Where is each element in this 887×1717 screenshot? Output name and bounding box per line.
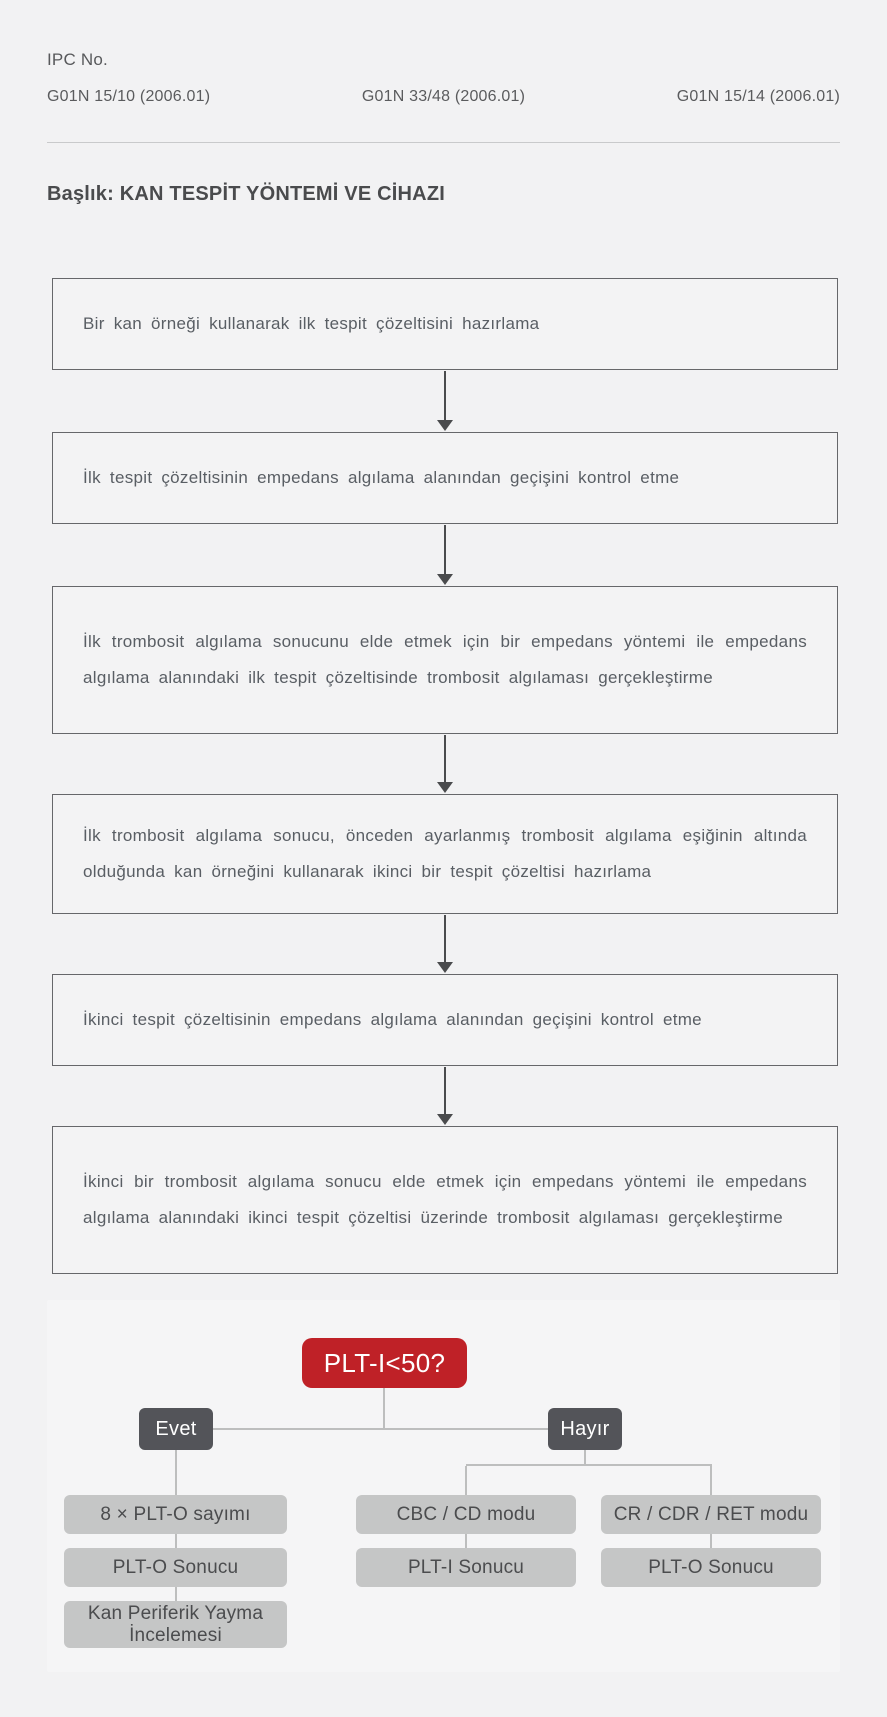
tree-node: PLT-I Sonucu bbox=[356, 1548, 576, 1587]
connector-yes-row1-row2 bbox=[175, 1534, 177, 1548]
page-title: Başlık: KAN TESPİT YÖNTEMİ VE CİHAZI bbox=[47, 183, 446, 205]
down-arrow-icon bbox=[437, 735, 453, 793]
arrow-head bbox=[437, 782, 453, 793]
connector-noright-row1-row2 bbox=[710, 1534, 712, 1548]
ipc-section-label: IPC No. bbox=[47, 50, 108, 69]
arrow-shaft bbox=[444, 915, 446, 963]
arrow-head bbox=[437, 1114, 453, 1125]
connector-main-horizontal bbox=[213, 1428, 548, 1430]
decision-tree-panel bbox=[47, 1300, 840, 1672]
flow-step bbox=[52, 794, 838, 914]
branch-no-label: Hayır bbox=[548, 1408, 622, 1450]
down-arrow-icon bbox=[437, 915, 453, 973]
flow-step-text: İkinci tespit çözeltisinin empedans algılama alanından geçişini kontrol etme bbox=[83, 1010, 702, 1029]
arrow-shaft bbox=[444, 371, 446, 421]
ipc-code: G01N 15/10 (2006.01) bbox=[47, 88, 211, 105]
flow-step bbox=[52, 432, 838, 524]
tree-node: 8 × PLT-O sayımı bbox=[64, 1495, 287, 1534]
connector-no-right-stub bbox=[710, 1466, 712, 1495]
flow-step bbox=[52, 586, 838, 734]
branch-yes-label: Evet bbox=[139, 1408, 213, 1450]
arrow-shaft bbox=[444, 525, 446, 575]
flow-step-text: Bir kan örneği kullanarak ilk tespit çözeltisini hazırlama bbox=[83, 314, 540, 333]
flow-step bbox=[52, 974, 838, 1066]
connector-no-left-stub bbox=[465, 1466, 467, 1495]
down-arrow-icon bbox=[437, 525, 453, 585]
arrow-shaft bbox=[444, 735, 446, 783]
tree-node: CBC / CD modu bbox=[356, 1495, 576, 1534]
tree-node: PLT-O Sonucu bbox=[601, 1548, 821, 1587]
arrow-head bbox=[437, 420, 453, 431]
tree-node: PLT-O Sonucu bbox=[64, 1548, 287, 1587]
flow-step-text: İlk trombosit algılama sonucunu elde etmek için bir empedans yöntemi ile empedans algılama alanındaki ilk tespit çözeltisinde trombosit algılaması gerçekleştirme bbox=[83, 632, 807, 687]
connector-no-split bbox=[466, 1464, 712, 1466]
decision-root-node: PLT-I<50? bbox=[302, 1338, 467, 1388]
tree-node: Kan Periferik Yayma İncelemesi bbox=[64, 1601, 287, 1648]
connector-evet-stub bbox=[175, 1450, 177, 1496]
arrow-head bbox=[437, 574, 453, 585]
ipc-code: G01N 33/48 (2006.01) bbox=[361, 88, 526, 105]
flow-step-text: İlk trombosit algılama sonucu, önceden ayarlanmış trombosit algılama eşiğinin altında olduğunda kan örneğini kullanarak ikinci bir tespit çözeltisi hazırlama bbox=[83, 826, 807, 881]
ipc-codes-row bbox=[47, 88, 840, 106]
down-arrow-icon bbox=[437, 1067, 453, 1125]
ipc-code: G01N 15/14 (2006.01) bbox=[676, 88, 840, 105]
down-arrow-icon bbox=[437, 371, 453, 431]
flow-step-text: İlk tespit çözeltisinin empedans algılama alanından geçişini kontrol etme bbox=[83, 468, 680, 487]
flow-step bbox=[52, 278, 838, 370]
flow-step-text: İkinci bir trombosit algılama sonucu elde etmek için empedans yöntemi ile empedans algılama alanındaki ikinci tespit çözeltisi üzerinde trombosit algılaması gerçekleştirme bbox=[83, 1172, 807, 1227]
connector-root-stub bbox=[383, 1388, 385, 1429]
flow-step bbox=[52, 1126, 838, 1274]
connector-yes-row2-row3 bbox=[175, 1587, 177, 1601]
arrow-head bbox=[437, 962, 453, 973]
tree-node: CR / CDR / RET modu bbox=[601, 1495, 821, 1534]
header-divider bbox=[47, 142, 840, 143]
arrow-shaft bbox=[444, 1067, 446, 1115]
connector-noleft-row1-row2 bbox=[465, 1534, 467, 1548]
